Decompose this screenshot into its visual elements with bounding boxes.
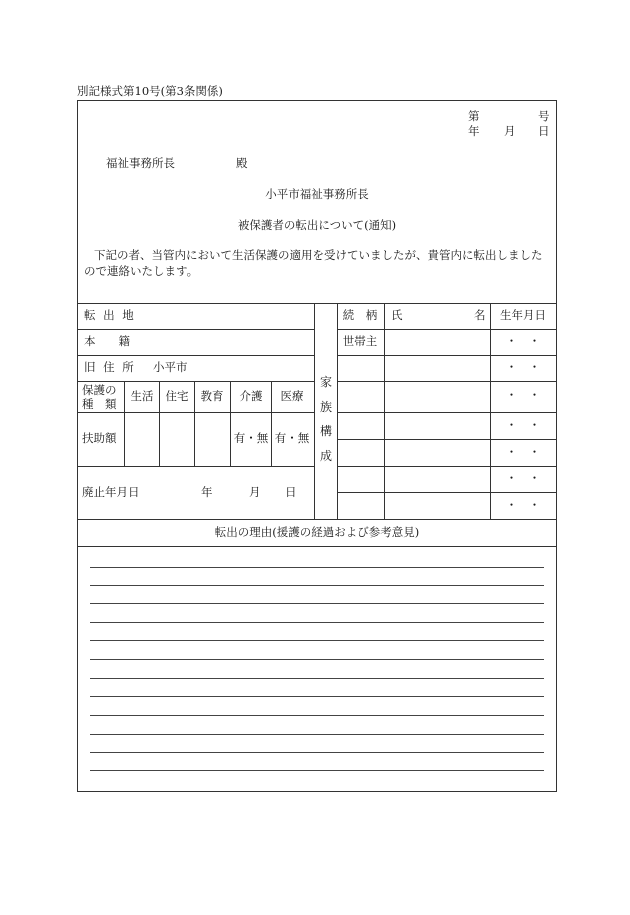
protection-type-housing: 住宅 bbox=[165, 389, 189, 403]
writing-line bbox=[90, 640, 544, 641]
writing-line bbox=[90, 603, 544, 604]
aid-amount-label: 扶助額 bbox=[82, 431, 117, 445]
writing-line bbox=[90, 585, 544, 586]
birth-date-dots: ・ ・ bbox=[505, 334, 541, 348]
aid-medical-yes-no: 有・無 bbox=[274, 431, 310, 445]
domicile-label: 本 籍 bbox=[84, 334, 130, 348]
birth-date-header: 生年月日 bbox=[500, 308, 546, 322]
writing-line bbox=[90, 752, 544, 753]
end-date-label: 廃止年月日 bbox=[82, 485, 140, 499]
form-id: 別記様式第10号(第3条関係) bbox=[77, 84, 223, 98]
aid-care-yes-no: 有・無 bbox=[233, 431, 269, 445]
body-line-2: ので連絡いたします。 bbox=[84, 264, 199, 278]
sender: 小平市福祉事務所長 bbox=[265, 187, 369, 201]
head-of-household-label: 世帯主 bbox=[342, 334, 378, 348]
family-composition-label: 家 族 構 成 bbox=[319, 375, 332, 463]
date-month: 月 bbox=[504, 124, 516, 138]
protection-type-living: 生活 bbox=[130, 389, 154, 403]
writing-line bbox=[90, 770, 544, 771]
number-prefix: 第 bbox=[468, 109, 480, 123]
writing-line bbox=[90, 696, 544, 697]
writing-line bbox=[90, 622, 544, 623]
writing-line bbox=[90, 678, 544, 679]
end-date-day: 日 bbox=[285, 485, 297, 499]
protection-type-label-2: 種 類 bbox=[82, 397, 117, 411]
birth-date-dots: ・ ・ bbox=[505, 445, 541, 459]
writing-line bbox=[90, 659, 544, 660]
birth-date-dots: ・ ・ bbox=[505, 471, 541, 485]
end-date-year: 年 bbox=[201, 485, 213, 499]
former-address-value: 小平市 bbox=[153, 360, 188, 374]
table-top-border bbox=[77, 303, 557, 304]
protection-type-care: 介護 bbox=[239, 389, 263, 403]
birth-date-dots: ・ ・ bbox=[505, 498, 541, 512]
honorific: 殿 bbox=[236, 156, 248, 170]
birth-date-dots: ・ ・ bbox=[505, 418, 541, 432]
former-address-label: 旧 住 所 bbox=[84, 360, 134, 374]
notice-title: 被保護者の転出について(通知) bbox=[237, 218, 397, 232]
number-suffix: 号 bbox=[538, 109, 550, 123]
protection-type-label-1: 保護の bbox=[82, 383, 117, 397]
name-header-1: 氏 bbox=[391, 308, 403, 322]
birth-date-dots: ・ ・ bbox=[505, 388, 541, 402]
writing-line bbox=[90, 734, 544, 735]
departure-label: 転 出 地 bbox=[84, 308, 134, 322]
date-year: 年 bbox=[468, 124, 480, 138]
date-day: 日 bbox=[538, 124, 550, 138]
reason-heading: 転出の理由(援護の経過および参考意見) bbox=[214, 525, 420, 539]
relation-header: 続 柄 bbox=[342, 308, 378, 322]
protection-type-medical: 医療 bbox=[280, 389, 304, 403]
name-header-2: 名 bbox=[474, 308, 486, 322]
writing-line bbox=[90, 567, 544, 568]
body-line-1: 下記の者、当管内において生活保護の適用を受けていましたが、貴管内に転出しました bbox=[94, 248, 543, 262]
end-date-month: 月 bbox=[249, 485, 261, 499]
protection-type-education: 教育 bbox=[200, 389, 224, 403]
addressee: 福祉事務所長 bbox=[106, 156, 175, 170]
writing-line bbox=[90, 715, 544, 716]
birth-date-dots: ・ ・ bbox=[505, 360, 541, 374]
